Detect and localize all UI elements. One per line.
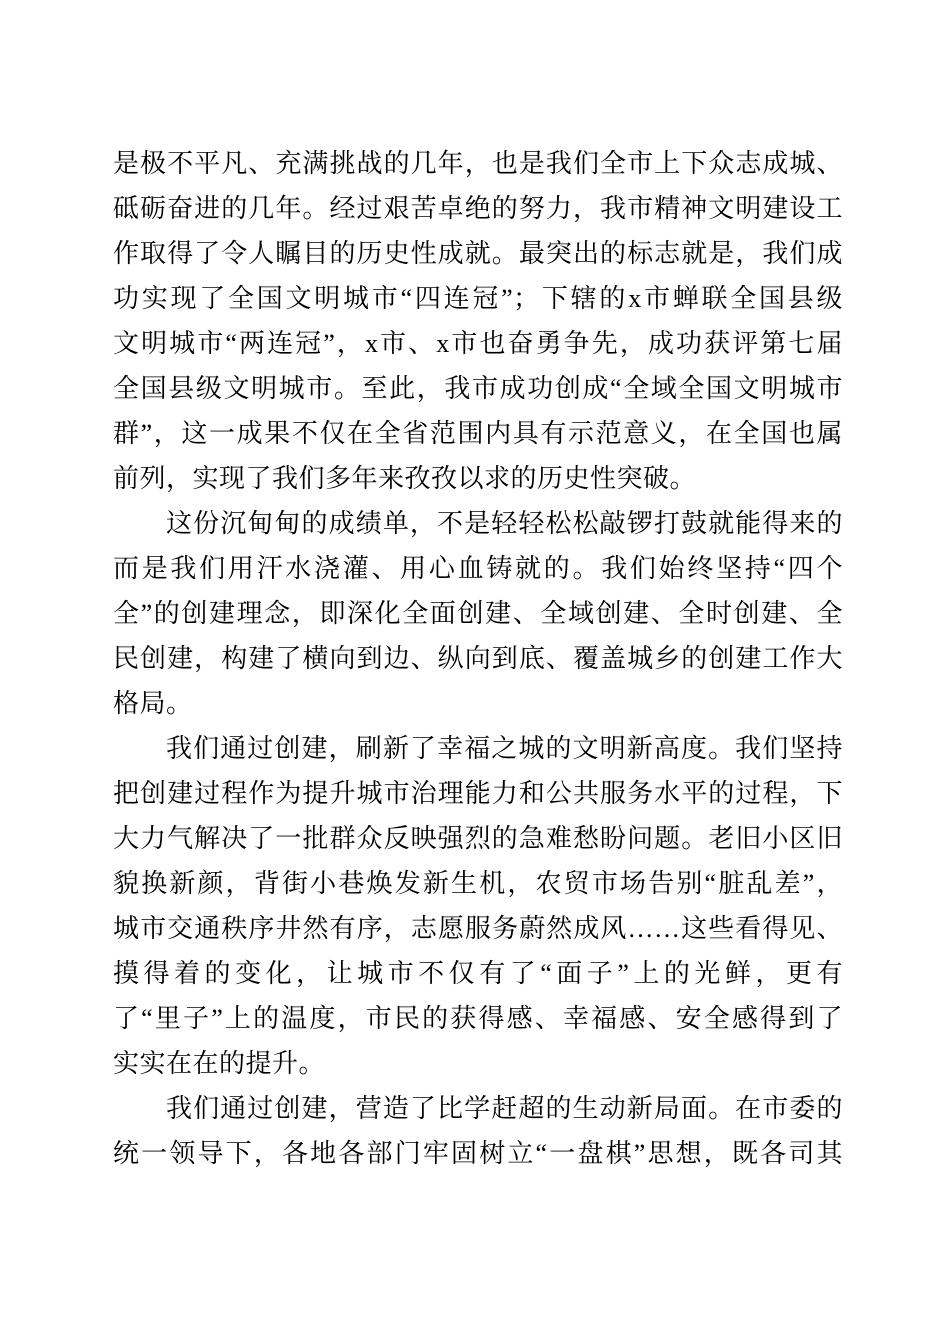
text-line: 摸得着的变化，让城市不仅有了“面子”上的光鲜，更有 [113,959,843,988]
text-line: 统一领导下，各地各部门牢固树立“一盘棋”思想，既各司其 [113,1139,843,1168]
text-line: 实实在在的提升。 [113,1049,326,1078]
text-line: 我们通过创建，刷新了幸福之城的文明新高度。我们坚持 [166,734,843,763]
text-line: 是极不平凡、充满挑战的几年，也是我们全市上下众志成城、 [113,149,843,178]
paragraph [113,1086,843,1176]
paragraph [113,726,843,1086]
text-line: 格局。 [113,689,193,718]
text-line: 这份沉甸甸的成绩单，不是轻轻松松敲锣打鼓就能得来的 [166,509,843,538]
paragraph [113,501,843,726]
text-line: 前列，实现了我们多年来孜孜以求的历史性突破。 [113,464,697,493]
text-line: 而是我们用汗水浇灌、用心血铸就的。我们始终坚持“四个 [113,554,843,583]
text-line: 民创建，构建了横向到边、纵向到底、覆盖城乡的创建工作大 [113,644,843,673]
text-line: 全国县级文明城市。至此，我市成功创成“全域全国文明城市 [113,374,843,403]
text-block [113,141,843,1176]
text-line: 文明城市“两连冠”，x市、x市也奋勇争先，成功获评第七届 [113,329,843,358]
text-line: 群”，这一成果不仅在全省范围内具有示范意义，在全国也属 [113,419,843,448]
text-line: 把创建过程作为提升城市治理能力和公共服务水平的过程，下 [113,779,843,808]
text-line: 大力气解决了一批群众反映强烈的急难愁盼问题。老旧小区旧 [113,824,843,853]
text-line: 砥砺奋进的几年。经过艰苦卓绝的努力，我市精神文明建设工 [113,194,843,223]
text-line: 全”的创建理念，即深化全面创建、全域创建、全时创建、全 [113,599,843,628]
text-line: 城市交通秩序井然有序，志愿服务蔚然成风……这些看得见、 [113,914,843,943]
text-line: 貌换新颜，背街小巷焕发新生机，农贸市场告别“脏乱差”， [113,869,843,898]
text-line: 我们通过创建，营造了比学赶超的生动新局面。在市委的 [166,1094,843,1123]
paragraph [113,141,843,501]
text-line: 功实现了全国文明城市“四连冠”；下辖的x市蝉联全国县级 [113,284,843,313]
text-line: 了“里子”上的温度，市民的获得感、幸福感、安全感得到了 [113,1004,843,1033]
text-line: 作取得了令人瞩目的历史性成就。最突出的标志就是，我们成 [113,239,843,268]
